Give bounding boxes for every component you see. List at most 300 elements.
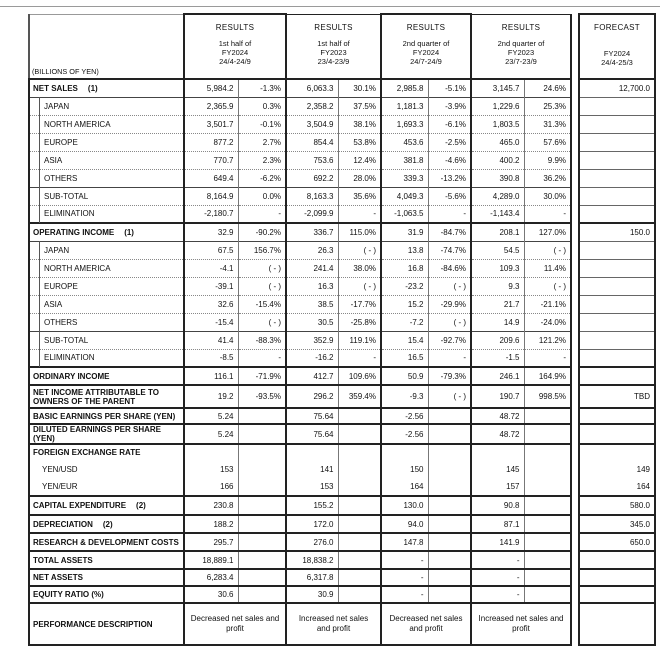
- column-gap: [571, 551, 579, 569]
- footnote-marker: (2): [102, 519, 113, 529]
- pct-cell: -4.6%: [428, 151, 471, 169]
- pct-cell: -: [338, 349, 381, 367]
- value-cell: -2.56: [381, 408, 428, 424]
- pct-cell: [428, 586, 471, 603]
- table-row: [29, 603, 655, 645]
- column-gap: [571, 444, 579, 460]
- row-label: YEN/EUR: [29, 478, 184, 496]
- column-gap: [571, 496, 579, 515]
- value-cell: 400.2: [471, 151, 524, 169]
- pct-cell: -5.1%: [428, 79, 471, 97]
- row-label: BASIC EARNINGS PER SHARE (YEN): [29, 408, 184, 424]
- pct-cell: 53.8%: [338, 133, 381, 151]
- pct-cell: 115.0%: [338, 223, 381, 241]
- value-cell: 339.3: [381, 169, 428, 187]
- pct-cell: 38.0%: [338, 259, 381, 277]
- column-gap: [571, 478, 579, 496]
- row-label: OPERATING INCOME (1): [29, 223, 184, 241]
- column-gap: [571, 603, 579, 645]
- value-cell: -1.5: [471, 349, 524, 367]
- value-cell: 390.8: [471, 169, 524, 187]
- value-cell: 854.4: [286, 133, 338, 151]
- value-cell: 145: [471, 460, 524, 478]
- value-cell: [286, 444, 338, 460]
- forecast-cell: [579, 367, 655, 385]
- value-cell: 147.8: [381, 533, 428, 551]
- pct-cell: [428, 424, 471, 444]
- pct-cell: [524, 533, 571, 551]
- pct-cell: -84.7%: [428, 223, 471, 241]
- value-cell: 130.0: [381, 496, 428, 515]
- pct-cell: [238, 460, 286, 478]
- pct-cell: 109.6%: [338, 367, 381, 385]
- value-cell: 336.7: [286, 223, 338, 241]
- value-cell: 246.1: [471, 367, 524, 385]
- pct-cell: 24.6%: [524, 79, 571, 97]
- pct-cell: [338, 478, 381, 496]
- row-label: PERFORMANCE DESCRIPTION: [29, 603, 184, 645]
- value-cell: 26.3: [286, 241, 338, 259]
- value-cell: 16.5: [381, 349, 428, 367]
- value-cell: 209.6: [471, 331, 524, 349]
- value-cell: 150: [381, 460, 428, 478]
- value-cell: [184, 444, 238, 460]
- pct-cell: 30.1%: [338, 79, 381, 97]
- pct-cell: [238, 424, 286, 444]
- pct-cell: 38.1%: [338, 115, 381, 133]
- pct-cell: [238, 586, 286, 603]
- pct-cell: 359.4%: [338, 385, 381, 408]
- value-cell: -2,099.9: [286, 205, 338, 223]
- table-row: [29, 424, 655, 444]
- column-gap: [571, 515, 579, 533]
- forecast-cell: [579, 97, 655, 115]
- forecast-cell: [579, 115, 655, 133]
- table-row: [29, 97, 655, 115]
- pct-cell: 156.7%: [238, 241, 286, 259]
- pct-cell: [238, 515, 286, 533]
- column-gap: [571, 115, 579, 133]
- pct-cell: -13.2%: [428, 169, 471, 187]
- value-cell: 4,289.0: [471, 187, 524, 205]
- column-gap: [571, 205, 579, 223]
- pct-cell: [238, 569, 286, 586]
- value-cell: 75.64: [286, 408, 338, 424]
- value-cell: -2.56: [381, 424, 428, 444]
- pct-cell: 25.3%: [524, 97, 571, 115]
- pct-cell: [428, 551, 471, 569]
- pct-cell: [238, 496, 286, 515]
- pct-cell: -6.2%: [238, 169, 286, 187]
- forecast-cell: [579, 551, 655, 569]
- pct-cell: 30.0%: [524, 187, 571, 205]
- value-cell: 18,889.1: [184, 551, 238, 569]
- pct-cell: ( - ): [238, 277, 286, 295]
- value-cell: 276.0: [286, 533, 338, 551]
- pct-cell: 2.7%: [238, 133, 286, 151]
- table-row: [29, 586, 655, 603]
- value-cell: 153: [184, 460, 238, 478]
- billions-label: (BILLIONS OF YEN): [32, 67, 99, 76]
- pct-cell: ( - ): [428, 385, 471, 408]
- forecast-cell: [579, 349, 655, 367]
- table-row: [29, 187, 655, 205]
- row-label: JAPAN: [29, 97, 184, 115]
- pct-cell: ( - ): [238, 313, 286, 331]
- pct-cell: -71.9%: [238, 367, 286, 385]
- row-label: CAPITAL EXPENDITURE (2): [29, 496, 184, 515]
- forecast-cell: [579, 408, 655, 424]
- column-header-forecast: FORECAST FY2024 24/4-25/3: [579, 14, 655, 79]
- value-cell: 32.6: [184, 295, 238, 313]
- pct-cell: [338, 460, 381, 478]
- pct-cell: [238, 444, 286, 460]
- value-cell: -9.3: [381, 385, 428, 408]
- value-cell: 116.1: [184, 367, 238, 385]
- pct-cell: -15.4%: [238, 295, 286, 313]
- value-cell: 6,063.3: [286, 79, 338, 97]
- pct-cell: [524, 586, 571, 603]
- row-label: JAPAN: [29, 241, 184, 259]
- value-cell: 38.5: [286, 295, 338, 313]
- pct-cell: 57.6%: [524, 133, 571, 151]
- value-cell: -: [471, 569, 524, 586]
- value-cell: 75.64: [286, 424, 338, 444]
- column-header-results-1h-fy2023: RESULTS 1st half of FY2023 23/4-23/9: [286, 14, 381, 79]
- pct-cell: -: [238, 205, 286, 223]
- column-header-results-2q-fy2024: RESULTS 2nd quarter of FY2024 24/7-24/9: [381, 14, 471, 79]
- column-gap: [571, 424, 579, 444]
- pct-cell: [338, 408, 381, 424]
- value-cell: 9.3: [471, 277, 524, 295]
- pct-cell: -1.3%: [238, 79, 286, 97]
- table-row: [29, 133, 655, 151]
- column-gap: [571, 14, 579, 79]
- pct-cell: -3.9%: [428, 97, 471, 115]
- row-label: NET INCOME ATTRIBUTABLE TO OWNERS OF THE PARENT: [29, 385, 184, 408]
- value-cell: 6,317.8: [286, 569, 338, 586]
- value-cell: 1,181.3: [381, 97, 428, 115]
- column-gap: [571, 259, 579, 277]
- column-header-results-2q-fy2023: RESULTS 2nd quarter of FY2023 23/7-23/9: [471, 14, 571, 79]
- pct-cell: -74.7%: [428, 241, 471, 259]
- pct-cell: -90.2%: [238, 223, 286, 241]
- forecast-cell: [579, 295, 655, 313]
- row-label: EQUITY RATIO (%): [29, 586, 184, 603]
- row-label: SUB-TOTAL: [29, 331, 184, 349]
- pct-cell: [428, 478, 471, 496]
- forecast-cell: [579, 569, 655, 586]
- pct-cell: -6.1%: [428, 115, 471, 133]
- row-label: OTHERS: [29, 313, 184, 331]
- row-label: NET ASSETS: [29, 569, 184, 586]
- value-cell: -: [471, 551, 524, 569]
- value-cell: 352.9: [286, 331, 338, 349]
- value-cell: 1,229.6: [471, 97, 524, 115]
- pct-cell: -84.6%: [428, 259, 471, 277]
- value-cell: 188.2: [184, 515, 238, 533]
- table-row: [29, 295, 655, 313]
- table-row: [29, 408, 655, 424]
- pct-cell: [524, 408, 571, 424]
- value-cell: -: [381, 569, 428, 586]
- table-row: [29, 313, 655, 331]
- pct-cell: -: [338, 205, 381, 223]
- pct-cell: -: [524, 205, 571, 223]
- forecast-cell: [579, 205, 655, 223]
- pct-cell: [428, 515, 471, 533]
- performance-cell: Decreased net sales and profit: [184, 603, 286, 645]
- pct-cell: [428, 408, 471, 424]
- footnote-marker: (2): [136, 501, 146, 510]
- pct-cell: 31.3%: [524, 115, 571, 133]
- row-label: YEN/USD: [29, 460, 184, 478]
- value-cell: -: [381, 551, 428, 569]
- column-gap: [571, 295, 579, 313]
- value-cell: -4.1: [184, 259, 238, 277]
- row-label: NORTH AMERICA: [29, 115, 184, 133]
- value-cell: -16.2: [286, 349, 338, 367]
- row-label: DILUTED EARNINGS PER SHARE (YEN): [29, 424, 184, 444]
- value-cell: 5,984.2: [184, 79, 238, 97]
- value-cell: 87.1: [471, 515, 524, 533]
- table-row: [29, 277, 655, 295]
- value-cell: 4,049.3: [381, 187, 428, 205]
- table-row: [29, 241, 655, 259]
- forecast-cell: [579, 424, 655, 444]
- value-cell: 30.9: [286, 586, 338, 603]
- value-cell: 48.72: [471, 424, 524, 444]
- forecast-cell: [579, 187, 655, 205]
- pct-cell: [524, 424, 571, 444]
- column-gap: [571, 241, 579, 259]
- pct-cell: 12.4%: [338, 151, 381, 169]
- forecast-cell: 150.0: [579, 223, 655, 241]
- value-cell: 31.9: [381, 223, 428, 241]
- value-cell: 157: [471, 478, 524, 496]
- value-cell: 13.8: [381, 241, 428, 259]
- column-gap: [571, 408, 579, 424]
- value-cell: [471, 444, 524, 460]
- top-divider: [0, 6, 660, 7]
- value-cell: 48.72: [471, 408, 524, 424]
- table-row: [29, 151, 655, 169]
- performance-cell: Decreased net sales and profit: [381, 603, 471, 645]
- row-label: FOREIGN EXCHANGE RATE: [29, 444, 184, 460]
- table-row: [29, 79, 655, 97]
- pct-cell: [428, 460, 471, 478]
- pct-cell: [338, 586, 381, 603]
- value-cell: -1,143.4: [471, 205, 524, 223]
- pct-cell: ( - ): [338, 241, 381, 259]
- value-cell: [381, 444, 428, 460]
- pct-cell: [338, 515, 381, 533]
- pct-cell: 164.9%: [524, 367, 571, 385]
- column-gap: [571, 151, 579, 169]
- value-cell: -23.2: [381, 277, 428, 295]
- pct-cell: -2.5%: [428, 133, 471, 151]
- row-label: TOTAL ASSETS: [29, 551, 184, 569]
- table-row: [29, 460, 655, 478]
- pct-cell: [338, 496, 381, 515]
- value-cell: 18,838.2: [286, 551, 338, 569]
- column-gap: [571, 460, 579, 478]
- pct-cell: 119.1%: [338, 331, 381, 349]
- pct-cell: -17.7%: [338, 295, 381, 313]
- pct-cell: -: [238, 349, 286, 367]
- value-cell: 155.2: [286, 496, 338, 515]
- column-gap: [571, 133, 579, 151]
- row-label: ELIMINATION: [29, 349, 184, 367]
- value-cell: -7.2: [381, 313, 428, 331]
- table-row: [29, 385, 655, 408]
- pct-cell: [338, 444, 381, 460]
- pct-cell: -88.3%: [238, 331, 286, 349]
- value-cell: 50.9: [381, 367, 428, 385]
- value-cell: 465.0: [471, 133, 524, 151]
- table-row: [29, 169, 655, 187]
- column-gap: [571, 569, 579, 586]
- value-cell: 453.6: [381, 133, 428, 151]
- pct-cell: ( - ): [428, 277, 471, 295]
- pct-cell: 0.3%: [238, 97, 286, 115]
- forecast-cell: [579, 586, 655, 603]
- row-label: ASIA: [29, 151, 184, 169]
- value-cell: 5.24: [184, 408, 238, 424]
- pct-cell: [338, 424, 381, 444]
- table-row: [29, 115, 655, 133]
- value-cell: 30.5: [286, 313, 338, 331]
- value-cell: 41.4: [184, 331, 238, 349]
- value-cell: 15.2: [381, 295, 428, 313]
- pct-cell: 35.6%: [338, 187, 381, 205]
- value-cell: 90.8: [471, 496, 524, 515]
- value-cell: -39.1: [184, 277, 238, 295]
- value-cell: 67.5: [184, 241, 238, 259]
- pct-cell: -0.1%: [238, 115, 286, 133]
- row-label: NET SALES (1): [29, 79, 184, 97]
- forecast-cell: 149: [579, 460, 655, 478]
- performance-cell: Increased net sales and profit: [471, 603, 571, 645]
- column-gap: [571, 187, 579, 205]
- pct-cell: 0.0%: [238, 187, 286, 205]
- forecast-cell: [579, 603, 655, 645]
- pct-cell: [338, 533, 381, 551]
- billions-label-cell: [29, 14, 184, 79]
- forecast-cell: [579, 151, 655, 169]
- value-cell: 1,693.3: [381, 115, 428, 133]
- pct-cell: 28.0%: [338, 169, 381, 187]
- forecast-cell: 12,700.0: [579, 79, 655, 97]
- pct-cell: -29.9%: [428, 295, 471, 313]
- pct-cell: -93.5%: [238, 385, 286, 408]
- value-cell: 753.6: [286, 151, 338, 169]
- column-gap: [571, 533, 579, 551]
- value-cell: 8,163.3: [286, 187, 338, 205]
- pct-cell: -25.8%: [338, 313, 381, 331]
- pct-cell: ( - ): [428, 313, 471, 331]
- pct-cell: [238, 533, 286, 551]
- column-gap: [571, 385, 579, 408]
- pct-cell: 2.3%: [238, 151, 286, 169]
- row-label: RESEARCH & DEVELOPMENT COSTS: [29, 533, 184, 551]
- value-cell: 295.7: [184, 533, 238, 551]
- pct-cell: [428, 569, 471, 586]
- pct-cell: [524, 496, 571, 515]
- pct-cell: -: [428, 205, 471, 223]
- forecast-cell: [579, 133, 655, 151]
- column-header-results-1h-fy2024: RESULTS 1st half of FY2024 24/4-24/9: [184, 14, 286, 79]
- row-label: ELIMINATION: [29, 205, 184, 223]
- value-cell: 172.0: [286, 515, 338, 533]
- column-gap: [571, 331, 579, 349]
- forecast-cell: [579, 444, 655, 460]
- row-label: EUROPE: [29, 133, 184, 151]
- value-cell: 141.9: [471, 533, 524, 551]
- table-row: [29, 367, 655, 385]
- pct-cell: ( - ): [238, 259, 286, 277]
- value-cell: 109.3: [471, 259, 524, 277]
- value-cell: 19.2: [184, 385, 238, 408]
- value-cell: 692.2: [286, 169, 338, 187]
- value-cell: 16.8: [381, 259, 428, 277]
- pct-cell: -: [524, 349, 571, 367]
- table-row: [29, 515, 655, 533]
- pct-cell: 36.2%: [524, 169, 571, 187]
- value-cell: 877.2: [184, 133, 238, 151]
- pct-cell: -21.1%: [524, 295, 571, 313]
- pct-cell: [524, 444, 571, 460]
- forecast-cell: [579, 169, 655, 187]
- value-cell: 190.7: [471, 385, 524, 408]
- pct-cell: [428, 496, 471, 515]
- value-cell: 1,803.5: [471, 115, 524, 133]
- value-cell: 2,358.2: [286, 97, 338, 115]
- value-cell: 3,145.7: [471, 79, 524, 97]
- pct-cell: [238, 551, 286, 569]
- pct-cell: 9.9%: [524, 151, 571, 169]
- pct-cell: [524, 569, 571, 586]
- pct-cell: [524, 460, 571, 478]
- value-cell: -: [381, 586, 428, 603]
- pct-cell: 11.4%: [524, 259, 571, 277]
- value-cell: 166: [184, 478, 238, 496]
- pct-cell: ( - ): [524, 277, 571, 295]
- value-cell: 14.9: [471, 313, 524, 331]
- forecast-cell: 345.0: [579, 515, 655, 533]
- pct-cell: 121.2%: [524, 331, 571, 349]
- pct-cell: [238, 408, 286, 424]
- value-cell: 3,504.9: [286, 115, 338, 133]
- value-cell: 153: [286, 478, 338, 496]
- forecast-cell: 164: [579, 478, 655, 496]
- row-label: NORTH AMERICA: [29, 259, 184, 277]
- value-cell: -15.4: [184, 313, 238, 331]
- pct-cell: -92.7%: [428, 331, 471, 349]
- pct-cell: [238, 478, 286, 496]
- value-cell: -: [471, 586, 524, 603]
- column-gap: [571, 367, 579, 385]
- column-gap: [571, 169, 579, 187]
- column-gap: [571, 313, 579, 331]
- value-cell: 412.7: [286, 367, 338, 385]
- table-row: [29, 569, 655, 586]
- column-gap: [571, 79, 579, 97]
- table-row: [29, 478, 655, 496]
- table-row: [29, 223, 655, 241]
- forecast-cell: [579, 313, 655, 331]
- pct-cell: ( - ): [338, 277, 381, 295]
